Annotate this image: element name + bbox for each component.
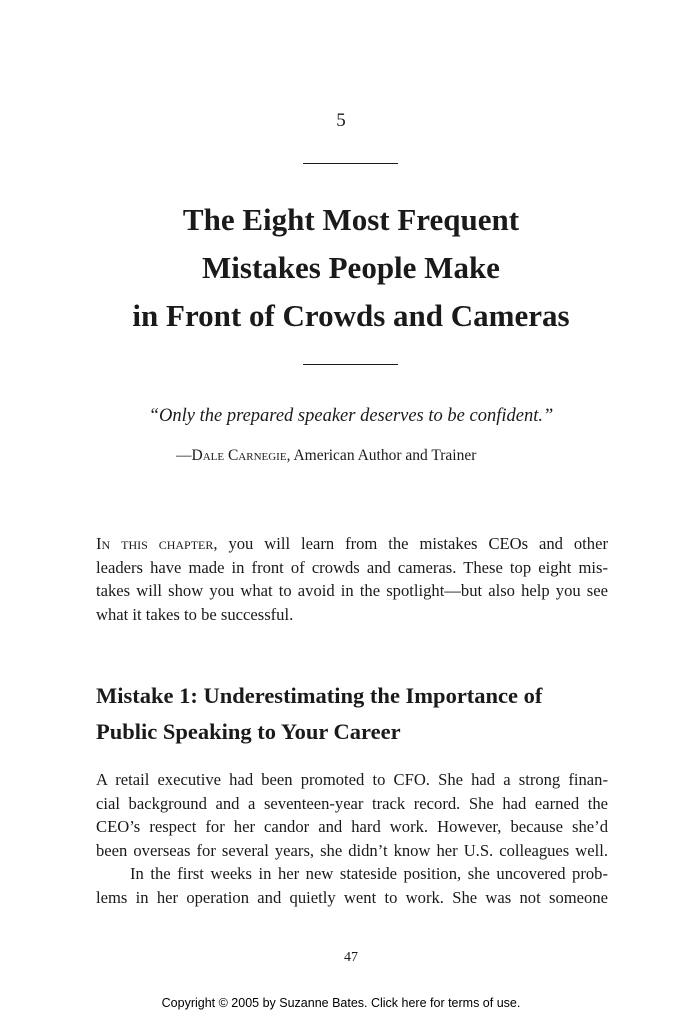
section-body — [96, 768, 608, 910]
intro-lead: In this chapter — [96, 534, 214, 553]
top-divider — [303, 163, 398, 164]
chapter-title — [60, 196, 642, 340]
paragraph-line: CEO’s respect for her candor and hard work. However, because she’d — [96, 817, 608, 837]
paragraph-line: leaders have made in front of crowds and cameras. These top eight mis- — [96, 557, 608, 577]
epigraph-author: Dale Carnegie — [191, 447, 287, 464]
paragraph-line: takes will show you what to avoid in the spotlight—but also help you see — [96, 581, 608, 601]
paragraph-line: In the first weeks in her new stateside position, she uncovered prob- — [130, 864, 608, 884]
attribution-dash: — — [176, 447, 192, 464]
paragraph-line — [96, 532, 608, 556]
paragraph-line: cial background and a seventeen-year track record. She had earned the — [96, 793, 608, 813]
chapter-number: 5 — [336, 110, 346, 131]
section-heading — [96, 678, 616, 750]
epigraph-quote: “Only the prepared speaker deserves to be confident.” — [148, 406, 554, 426]
intro-line-text: , you will learn from the mistakes CEOs and other — [213, 534, 608, 553]
bottom-divider — [303, 364, 398, 365]
section-heading-line: Public Speaking to Your Career — [96, 719, 401, 744]
paragraph-line: A retail executive had been promoted to CFO. She had a strong finan- — [96, 770, 608, 789]
intro-paragraph — [96, 532, 608, 626]
epigraph-attribution — [176, 447, 476, 465]
page-number: 47 — [344, 950, 358, 965]
section-heading-line: Mistake 1: Underestimating the Importance of — [96, 683, 543, 708]
chapter-title-line: in Front of Crowds and Cameras — [132, 298, 570, 333]
copyright-terms-link[interactable]: Copyright © 2005 by Suzanne Bates. Click here for terms of use. — [161, 996, 521, 1010]
author-description: , American Author and Trainer — [286, 447, 477, 464]
paragraph-line: what it takes to be successful. — [96, 604, 294, 624]
paragraph-line: been overseas for several years, she didn’t know her U.S. colleagues well. — [96, 840, 608, 860]
chapter-title-line: Mistakes People Make — [202, 250, 500, 285]
paragraph-line: lems in her operation and quietly went to work. She was not someone — [96, 887, 608, 907]
chapter-title-line: The Eight Most Frequent — [182, 202, 520, 237]
